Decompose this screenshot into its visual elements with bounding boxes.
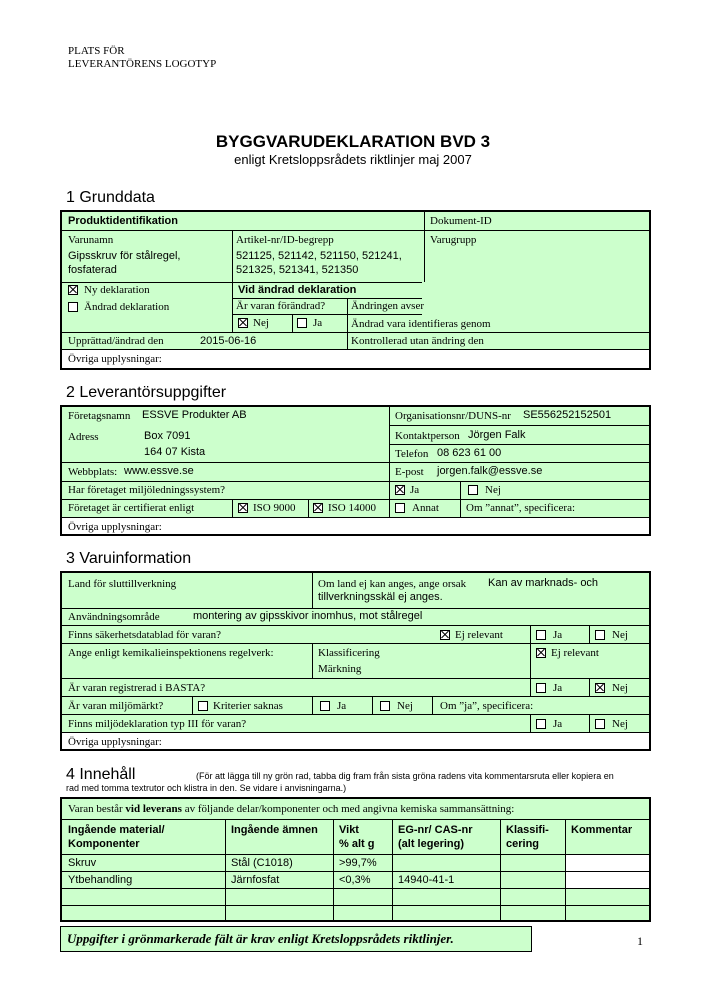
andrad-deklaration-checkbox[interactable]	[68, 302, 78, 312]
ovriga-upplysningar-2[interactable]: Övriga upplysningar:	[68, 521, 162, 533]
iso9000-checkbox[interactable]	[238, 503, 248, 513]
annat-checkbox[interactable]	[395, 503, 405, 513]
section3-heading: 3 Varuinformation	[66, 550, 192, 567]
miljodekl-nej-label: Nej	[612, 718, 628, 730]
miljomarkt-question: Är varan miljömärkt?	[68, 700, 164, 712]
varunamn-value-line2[interactable]: fosfaterad	[68, 264, 117, 276]
section2-heading: 2 Leverantörsuppgifter	[66, 384, 227, 401]
row2-vikt[interactable]: <0,3%	[339, 874, 371, 886]
section2-leverantorsuppgifter	[60, 405, 651, 536]
col-eg-line2: (alt legering)	[398, 838, 465, 850]
section1-heading: 1 Grunddata	[66, 189, 155, 206]
document-title: BYGGVARUDEKLARATION BVD 3	[215, 132, 491, 151]
anvandningsomrade-value[interactable]: montering av gipsskivor inomhus, mot stålregel	[193, 610, 423, 622]
varunamn-value-line1[interactable]: Gipsskruv för stålregel,	[68, 250, 181, 262]
om-annat-specificera-label: Om ”annat”, specificera:	[466, 502, 576, 514]
orgnr-value[interactable]: SE556252152501	[523, 409, 612, 421]
kontaktperson-label: Kontaktperson	[395, 430, 460, 442]
sakerhet-nej-label: Nej	[612, 629, 628, 641]
annat-label: Annat	[412, 502, 439, 514]
row1-vikt[interactable]: >99,7%	[339, 857, 377, 869]
orsak-value-line2[interactable]: tillverkningsskäl ej anges.	[318, 591, 443, 603]
ovriga-upplysningar-3[interactable]: Övriga upplysningar:	[68, 736, 162, 748]
kriterier-saknas-label: Kriterier saknas	[213, 700, 283, 712]
webbplats-label: Webbplats:	[68, 466, 118, 478]
klassificering-label: Klassificering	[318, 647, 380, 659]
kriterier-saknas-checkbox[interactable]	[198, 701, 208, 711]
varugrupp-label: Varugrupp	[430, 234, 477, 246]
vid-andrad-deklaration-label: Vid ändrad deklaration	[238, 284, 357, 296]
logo-note-line1: PLATS FÖR	[68, 45, 125, 57]
om-land-ej-label: Om land ej kan anges, ange orsak	[318, 578, 467, 590]
sakerhet-nej-checkbox[interactable]	[595, 630, 605, 640]
artikel-value-line1[interactable]: 521125, 521142, 521150, 521241,	[236, 250, 402, 262]
sakerhet-ja-label: Ja	[553, 629, 563, 641]
row2-eg[interactable]: 14940-41-1	[398, 874, 455, 886]
document-subtitle: enligt Kretsloppsrådets riktlinjer maj 2007	[234, 152, 472, 167]
epost-value[interactable]: jorgen.falk@essve.se	[437, 465, 543, 477]
telefon-label: Telefon	[395, 448, 429, 460]
certifierat-label: Företaget är certifierat enligt	[68, 502, 195, 514]
andrad-deklaration-label: Ändrad deklaration	[84, 301, 170, 313]
kontrollerad-label: Kontrollerad utan ändring den	[351, 335, 484, 347]
andrad-vara-identifieras-label: Ändrad vara identifieras genom	[351, 318, 491, 330]
artikel-label: Artikel-nr/ID-begrepp	[236, 234, 334, 246]
land-label: Land för sluttillverkning	[68, 578, 177, 590]
orgnr-label: Organisationsnr/DUNS-nr	[395, 410, 511, 422]
miljomarkt-ja-label: Ja	[337, 700, 347, 712]
miljodeklaration-question: Finns miljödeklaration typ III för varan?	[68, 718, 247, 730]
ny-deklaration-label: Ny deklaration	[84, 284, 150, 296]
basta-ja-label: Ja	[553, 682, 563, 694]
kemi-ej-relevant-checkbox[interactable]	[536, 648, 546, 658]
miljodekl-ja-checkbox[interactable]	[536, 719, 546, 729]
ovriga-upplysningar-1[interactable]: Övriga upplysningar:	[68, 353, 162, 365]
adress-value-line1[interactable]: Box 7091	[144, 430, 191, 442]
basta-question: Är varan registrerad i BASTA?	[68, 682, 206, 694]
logo-placeholder-note	[68, 45, 216, 71]
dokument-id-label: Dokument-ID	[430, 215, 492, 227]
adress-label: Adress	[68, 431, 99, 443]
miljomarkt-nej-label: Nej	[397, 700, 413, 712]
col-klass-line2: cering	[506, 838, 540, 850]
sakerhet-ej-relevant-label: Ej relevant	[455, 629, 503, 641]
section4-heading: 4 Innehåll	[66, 766, 136, 783]
om-ja-specificera-label: Om ”ja”, specificera:	[440, 700, 534, 712]
orsak-value-line1[interactable]: Kan av marknads- och	[488, 577, 599, 589]
miljo-nej-label: Nej	[485, 484, 501, 496]
row1-amne[interactable]: Stål (C1018)	[231, 857, 293, 869]
footer-requirement-note: Uppgifter i grönmarkerade fält är krav enligt Kretsloppsrådets riktlinjer.	[60, 926, 532, 952]
forandrad-ja-label: Ja	[313, 317, 323, 329]
row2-material[interactable]: Ytbehandling	[68, 874, 133, 886]
upprattad-value[interactable]: 2015-06-16	[200, 335, 257, 347]
miljo-ja-label: Ja	[410, 484, 420, 496]
innehall-intro: Varan består vid leverans av följande delar/komponenter och med angivna kemiska sammansättning:	[68, 803, 515, 815]
sakerhet-ej-relevant-checkbox[interactable]	[440, 630, 450, 640]
kontaktperson-value[interactable]: Jörgen Falk	[468, 429, 526, 441]
iso14000-checkbox[interactable]	[313, 503, 323, 513]
markning-label: Märkning	[318, 663, 362, 675]
webbplats-value[interactable]: www.essve.se	[124, 465, 194, 477]
iso9000-label: ISO 9000	[253, 502, 296, 514]
col-material-line1: Ingående material/	[68, 824, 165, 836]
andringen-avser-label: Ändringen avser	[351, 300, 425, 312]
forandrad-nej-checkbox[interactable]	[238, 318, 248, 328]
forandrad-nej-label: Nej	[253, 317, 269, 329]
produktidentifikation-label: Produktidentifikation	[68, 215, 178, 227]
miljomarkt-ja-checkbox[interactable]	[320, 701, 330, 711]
row1-material[interactable]: Skruv	[68, 857, 97, 869]
miljoledningssystem-question: Har företaget miljöledningssystem?	[68, 484, 226, 496]
basta-nej-checkbox[interactable]	[595, 683, 605, 693]
col-klass-line1: Klassifi-	[506, 824, 549, 836]
varunamn-label: Varunamn	[68, 234, 114, 246]
section1-grunddata	[60, 210, 651, 370]
basta-ja-checkbox[interactable]	[536, 683, 546, 693]
col-amnen: Ingående ämnen	[231, 824, 318, 836]
sakerhetsdatablad-question: Finns säkerhetsdatablad för varan?	[68, 629, 222, 641]
epost-label: E-post	[395, 466, 424, 478]
kemikalieinspektionen-label: Ange enligt kemikalieinspektionens regelverk:	[68, 647, 274, 659]
adress-value-line2[interactable]: 164 07 Kista	[144, 446, 206, 458]
sakerhet-ja-checkbox[interactable]	[536, 630, 546, 640]
section4-note-line2: rad med tomma textrutor och klistra in den. Se vidare i anvisningarna.)	[66, 783, 347, 793]
col-eg-line1: EG-nr/ CAS-nr	[398, 824, 473, 836]
foretagsnamn-value[interactable]: ESSVE Produkter AB	[142, 409, 247, 421]
forandrad-ja-checkbox[interactable]	[297, 318, 307, 328]
ar-varan-forandrad-label: Är varan förändrad?	[236, 300, 326, 312]
foretagsnamn-label: Företagsnamn	[68, 410, 131, 422]
row2-amne[interactable]: Järnfosfat	[231, 874, 280, 886]
logo-note-line2: LEVERANTÖRENS LOGOTYP	[68, 58, 217, 70]
section4-note-line1: (För att lägga till ny grön rad, tabba dig fram från sista gröna radens vita kommentarsruta eller kopiera en	[196, 771, 614, 781]
col-vikt-line2: % alt g	[339, 838, 375, 850]
miljodekl-ja-label: Ja	[553, 718, 563, 730]
col-vikt-line1: Vikt	[339, 824, 359, 836]
miljo-ja-checkbox[interactable]	[395, 485, 405, 495]
upprattad-label: Upprättad/ändrad den	[68, 335, 164, 347]
anvandningsomrade-label: Användningsområde	[68, 611, 160, 623]
col-kommentar: Kommentar	[571, 824, 633, 836]
ny-deklaration-checkbox[interactable]	[68, 285, 78, 295]
telefon-value[interactable]: 08 623 61 00	[437, 447, 502, 459]
iso14000-label: ISO 14000	[328, 502, 376, 514]
basta-nej-label: Nej	[612, 682, 628, 694]
col-material-line2: Komponenter	[68, 838, 140, 850]
miljomarkt-nej-checkbox[interactable]	[380, 701, 390, 711]
kemi-ej-relevant-label: Ej relevant	[551, 647, 599, 659]
section4-innehall-table	[60, 797, 651, 922]
page-number: 1	[637, 934, 643, 948]
miljo-nej-checkbox[interactable]	[468, 485, 478, 495]
artikel-value-line2[interactable]: 521325, 521341, 521350	[236, 264, 359, 276]
miljodekl-nej-checkbox[interactable]	[595, 719, 605, 729]
section3-varuinformation	[60, 571, 651, 751]
